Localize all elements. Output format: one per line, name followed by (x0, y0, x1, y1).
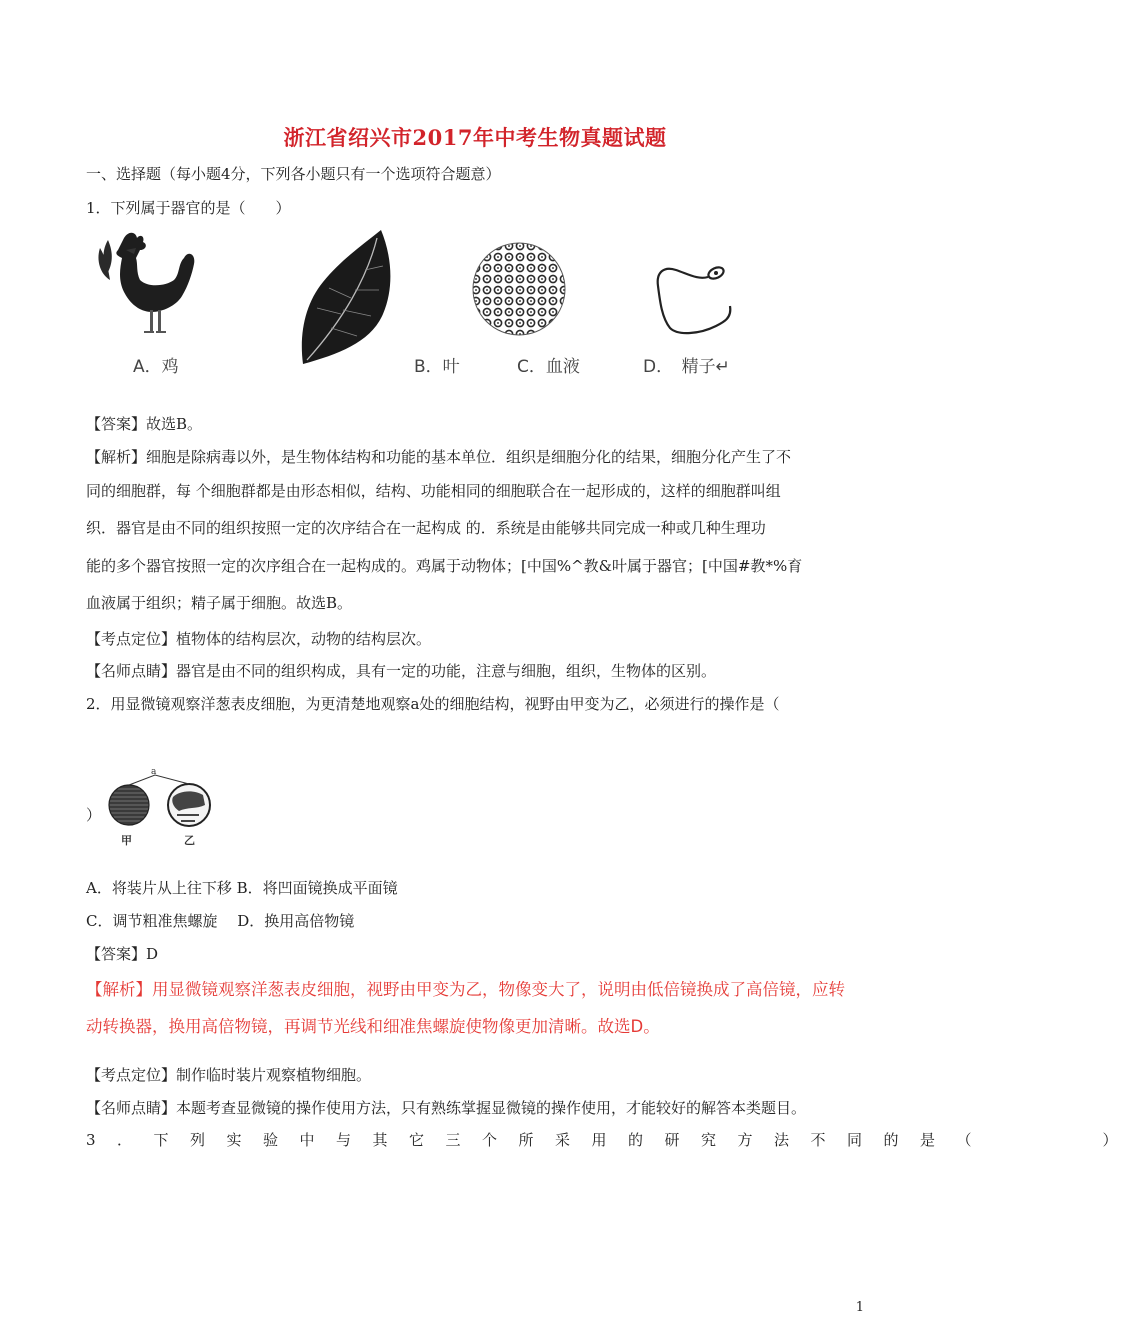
question-2-stem: 2．用显微镜观察洋葱表皮细胞，为更清楚地观察a处的细胞结构，视野由甲变为乙，必须进行的操作是（ (86, 695, 780, 713)
q1-analysis-line-5: 血液属于组织；精子属于细胞。故选B。 (86, 594, 353, 612)
q1-analysis-line-2: 同的细胞群，每 个细胞群都是由形态相似，结构、功能相同的细胞联合在一起形成的，这样的细胞群叫组 (86, 482, 781, 500)
q2-options-a-b: A．将装片从上往下移 B．将凹面镜换成平面镜 (86, 879, 398, 897)
option-b-caption: B．叶 (414, 357, 460, 377)
q2-answer: 【答案】D (86, 945, 159, 963)
q2-point: 【考点定位】制作临时装片观察植物细胞。 (86, 1066, 372, 1084)
figure-label-a: a (151, 767, 157, 777)
q2-analysis-line-2: 动转换器，换用高倍物镜，再调节光线和细准焦螺旋使物像更加清晰。故选D。 (86, 1017, 660, 1036)
figure-label-jia: 甲 (121, 834, 132, 847)
q2-options-c-d: C．调节粗准焦螺旋 D．换用高倍物镜 (86, 912, 355, 930)
option-d-caption: D． 精子↵ (643, 357, 730, 377)
q1-analysis-line-3: 织．器官是由不同的组织按照一定的次序结合在一起构成 的．系统是由能够共同完成一种或几种生理功 (86, 519, 766, 537)
q1-answer: 【答案】故选B。 (86, 415, 203, 433)
question-3-stem: 3．下列实验中与其它三个所采用的研究方法不同的是（ ） (86, 1131, 1139, 1149)
leaf-image (295, 226, 397, 368)
q1-analysis-line-4: 能的多个器官按照一定的次序组合在一起构成的。鸡属于动物体；[中国%^教&叶属于器官；[中国#教*%育 (86, 557, 803, 575)
blood-cells-image (471, 241, 567, 337)
page-title: 浙江省绍兴市2017年中考生物真题试题 (283, 125, 667, 150)
page-number: 1 (855, 1300, 864, 1315)
question-1-stem: 1．下列属于器官的是（ ） (86, 199, 291, 217)
option-a-caption: A．鸡 (133, 357, 179, 377)
sperm-image (650, 262, 740, 336)
section-heading: 一、选择题（每小题4分，下列各小题只有一个选项符合题意） (86, 165, 501, 183)
option-c-caption: C．血液 (517, 357, 580, 377)
q1-tip: 【名师点睛】器官是由不同的组织构成，具有一定的功能，注意与细胞，组织，生物体的区别。 (86, 662, 717, 680)
q2-stem-close: ） (86, 806, 102, 824)
rooster-image (96, 228, 200, 338)
q1-point: 【考点定位】植物体的结构层次，动物的结构层次。 (86, 630, 432, 648)
q1-analysis-line-1: 【解析】细胞是除病毒以外，是生物体结构和功能的基本单位．组织是细胞分化的结果，细胞分化产生了不 (86, 448, 792, 466)
q2-analysis-line-1: 【解析】用显微镜观察洋葱表皮细胞，视野由甲变为乙，物像变大了，说明由低倍镜换成了高倍镜，应转 (86, 980, 845, 999)
microscope-view-figure (103, 767, 215, 853)
q2-tip: 【名师点睛】本题考查显微镜的操作使用方法，只有熟练掌握显微镜的操作使用，才能较好的解答本类题目。 (86, 1099, 807, 1117)
figure-label-yi: 乙 (184, 834, 195, 847)
